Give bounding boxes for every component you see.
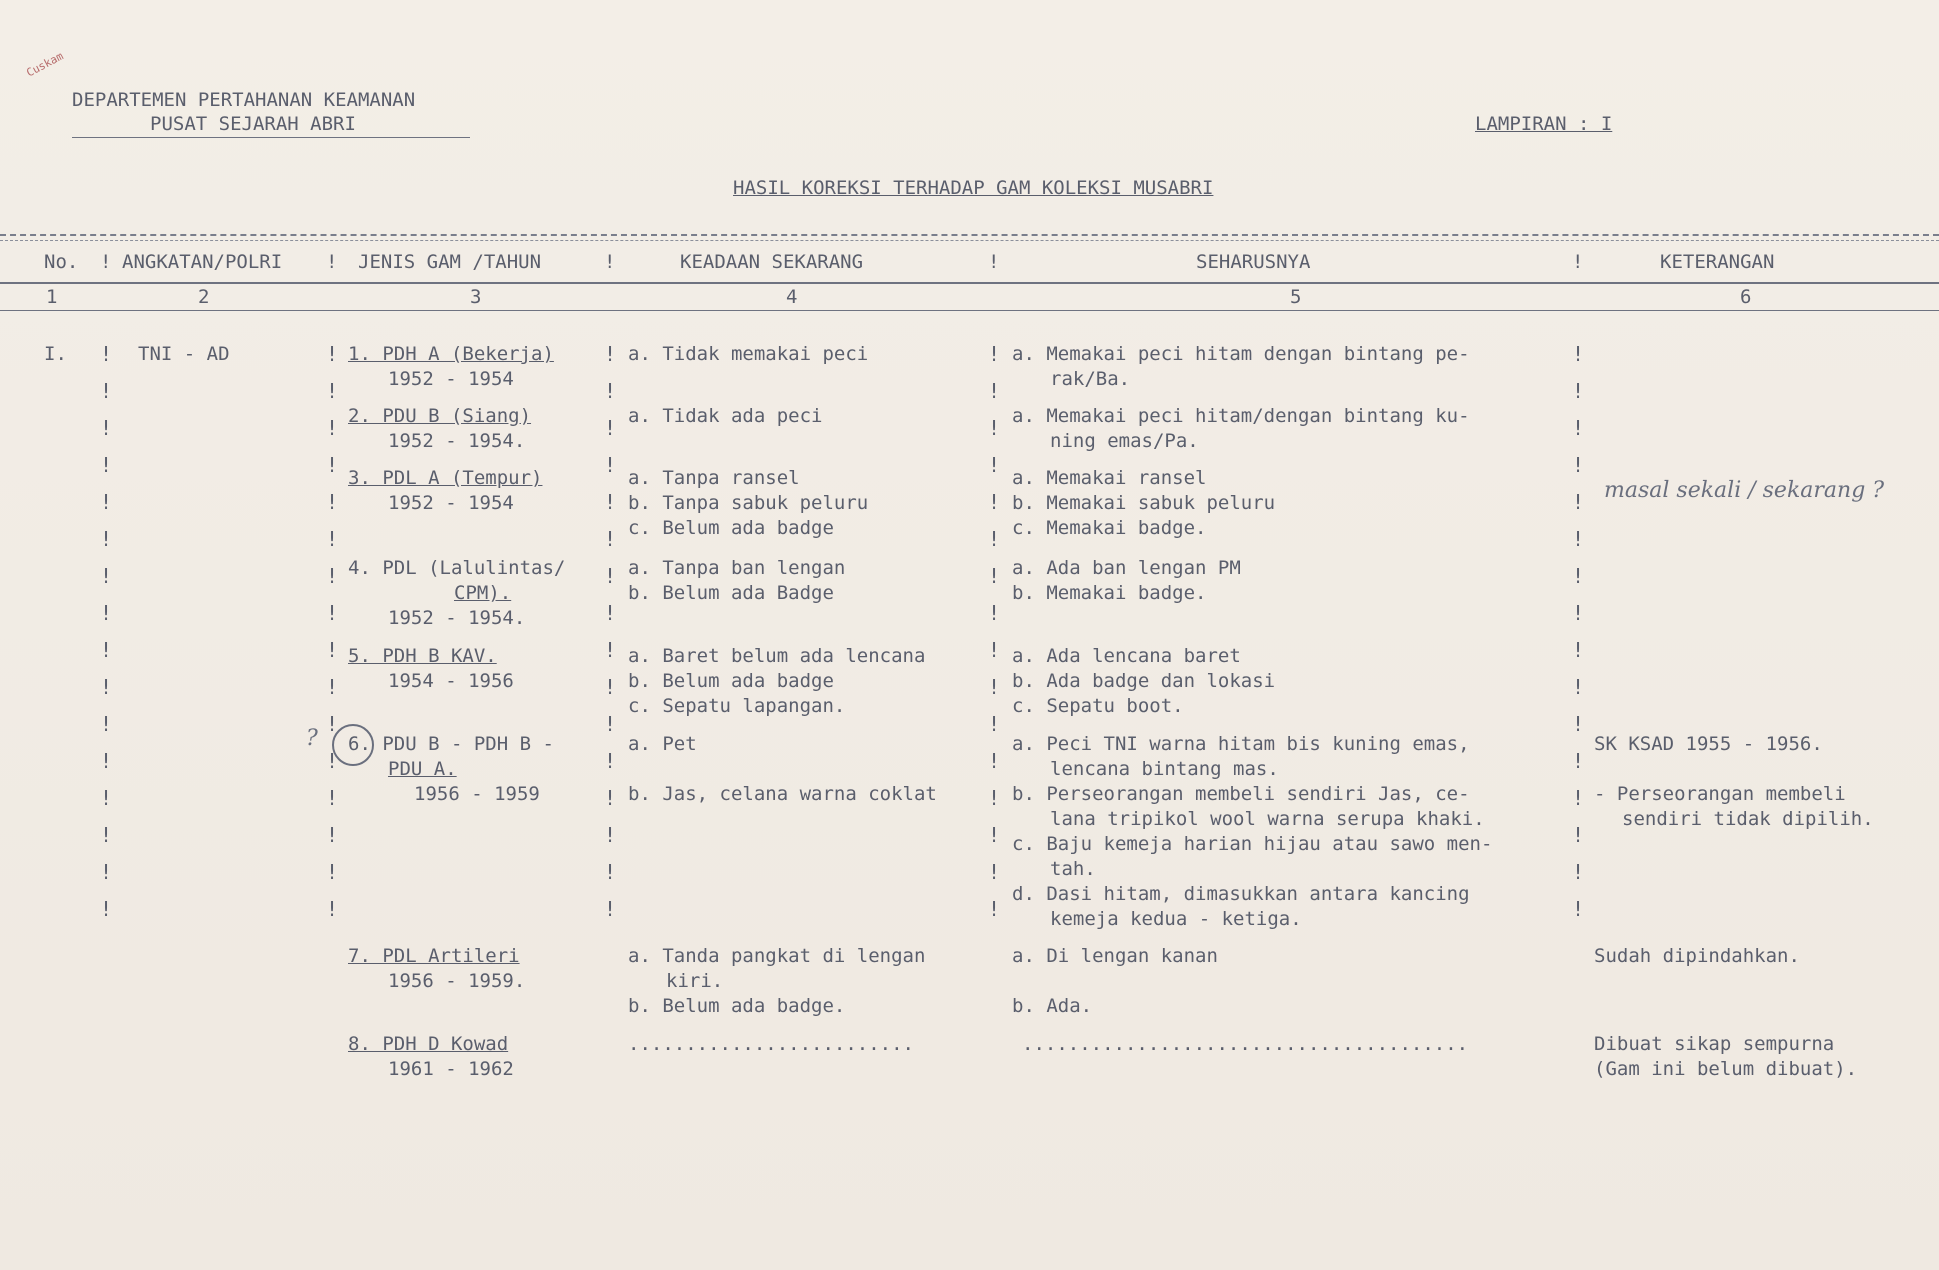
col-number-2: 2 [198,286,210,308]
seharusnya-line: ....................................... [1022,1033,1469,1055]
keadaan-8 [628,1032,914,1057]
seharusnya-line: a. Memakai peci hitam dengan bintang pe- [1012,343,1470,365]
jenis-8 [348,1032,514,1082]
keadaan-line: ......................... [628,1033,914,1055]
jenis-2 [348,404,531,454]
jenis-line: 7. PDL Artileri [348,945,520,967]
header-sep: ! [988,251,1000,273]
jenis-line: 1961 - 1962 [388,1058,514,1080]
jenis-line: PDU A. [388,758,457,780]
jenis-5 [348,644,514,694]
seharusnya-4 [1012,556,1241,606]
jenis-line: CPM). [454,582,512,604]
keadaan-4 [628,556,845,606]
jenis-line: 2. PDU B (Siang) [348,405,532,427]
col-header-keadaan: KEADAAN SEKARANG [680,251,864,273]
keadaan-line [628,757,937,782]
col-number-1: 1 [46,286,58,308]
keadaan-line: c. Belum ada badge [628,517,834,539]
jenis-line: 1956 - 1959 [414,783,540,805]
column-separator: ! ! ! ! ! ! ! ! ! ! ! ! ! ! ! ! [326,342,339,921]
seharusnya-8 [1022,1032,1468,1057]
keadaan-line: kiri. [666,970,724,992]
jenis-6 [348,732,554,807]
seharusnya-3 [1012,466,1275,541]
seharusnya-line: c. Memakai badge. [1012,517,1207,539]
seharusnya-line: a. Peci TNI warna hitam bis kuning emas, [1012,733,1470,755]
seharusnya-line: b. Perseorangan membeli sendiri Jas, ce- [1012,783,1470,805]
row-number: I. [44,343,67,365]
keterangan-8 [1594,1032,1857,1082]
keterangan-line: Sudah dipindahkan. [1594,945,1800,967]
seharusnya-line: b. Memakai badge. [1012,582,1207,604]
seharusnya-6 [1012,732,1492,932]
seharusnya-line: a. Di lengan kanan [1012,945,1218,967]
jenis-4 [348,556,565,631]
seharusnya-5 [1012,644,1275,719]
jenis-line: 3. PDL A (Tempur) [348,467,543,489]
jenis-line: 4. PDL (Lalulintas/ [348,557,566,579]
col-number-4: 4 [786,286,798,308]
seharusnya-line: a. Memakai ransel [1012,467,1207,489]
seharusnya-line: lencana bintang mas. [1050,758,1279,780]
col-number-3: 3 [470,286,482,308]
header-sep: ! [100,251,112,273]
handwritten-note: masal sekali / sekarang ? [1604,478,1885,503]
keadaan-line: a. Pet [628,733,697,755]
seharusnya-line: d. Dasi hitam, dimasukkan antara kancing [1012,883,1470,905]
angkatan-value: TNI - AD [138,343,230,365]
keadaan-6 [628,732,937,807]
seharusnya-line: a. Memakai peci hitam/dengan bintang ku- [1012,405,1470,427]
keterangan-7 [1594,944,1800,969]
seharusnya-2 [1012,404,1470,454]
org-line-1: DEPARTEMEN PERTAHANAN KEAMANAN [72,89,416,111]
keterangan-line: - Perseorangan membeli [1594,783,1846,805]
jenis-line: 1954 - 1956 [388,670,514,692]
jenis-line: 1952 - 1954 [388,492,514,514]
keadaan-3 [628,466,868,541]
handwritten-question-mark: ? [306,726,318,751]
seharusnya-line [1012,969,1218,994]
col-number-5: 5 [1290,286,1302,308]
jenis-line: 6. PDU B - PDH B - [348,733,554,755]
keadaan-1 [628,342,868,367]
keadaan-line: a. Baret belum ada lencana [628,645,926,667]
keadaan-line: b. Belum ada badge [628,670,834,692]
keadaan-line: a. Tanpa ransel [628,467,800,489]
keadaan-line: b. Belum ada Badge [628,582,834,604]
org-underline [72,137,470,138]
col-header-seharusnya: SEHARUSNYA [1196,251,1311,273]
jenis-line: 1. PDH A (Bekerja) [348,343,554,365]
column-separator: ! ! ! ! ! ! ! ! ! ! ! ! ! ! ! ! [988,342,1001,921]
keterangan-line: Dibuat sikap sempurna [1594,1033,1835,1055]
keadaan-line: a. Tanpa ban lengan [628,557,846,579]
col-header-jenis: JENIS GAM /TAHUN [358,251,542,273]
seharusnya-line: b. Ada badge dan lokasi [1012,670,1276,692]
keadaan-line: b. Belum ada badge. [628,995,846,1017]
seharusnya-line: lana tripikol wool warna serupa khaki. [1050,808,1485,830]
jenis-line: 1952 - 1954. [388,607,526,629]
col-number-6: 6 [1740,286,1752,308]
column-separator: ! ! ! ! ! ! ! ! ! ! ! ! ! ! ! ! [1572,342,1585,921]
keadaan-line: c. Sepatu lapangan. [628,695,846,717]
jenis-1 [348,342,554,392]
col-header-no: No. [44,251,79,273]
jenis-7 [348,944,525,994]
keterangan-6 [1594,732,1874,832]
corner-stamp: Cuskam [24,49,66,80]
keterangan-line: sendiri tidak dipilih. [1622,808,1874,830]
column-separator: ! ! ! ! ! ! ! ! ! ! ! ! ! ! ! ! [604,342,617,921]
seharusnya-line: c. Baju kemeja harian hijau atau sawo men- [1012,833,1493,855]
header-sep: ! [1572,251,1584,273]
seharusnya-1 [1012,342,1470,392]
seharusnya-line: kemeja kedua - ketiga. [1050,908,1302,930]
keterangan-line: (Gam ini belum dibuat). [1594,1058,1858,1080]
jenis-3 [348,466,542,516]
seharusnya-7 [1012,944,1218,1019]
document-title: HASIL KOREKSI TERHADAP GAM KOLEKSI MUSABRI [733,177,1214,199]
seharusnya-line: c. Sepatu boot. [1012,695,1184,717]
column-separator: ! ! ! ! ! ! ! ! ! ! ! ! ! ! ! ! [100,342,113,921]
header-rule [0,282,1939,284]
keterangan-line: SK KSAD 1955 - 1956. [1594,733,1823,755]
org-line-2: PUSAT SEJARAH ABRI [150,113,356,135]
keadaan-7 [628,944,925,1019]
table-top-rule-2 [0,240,1939,241]
keadaan-line: b. Jas, celana warna coklat [628,783,937,805]
jenis-line: 5. PDH B KAV. [348,645,497,667]
keadaan-line: a. Tanda pangkat di lengan [628,945,926,967]
seharusnya-line: b. Memakai sabuk peluru [1012,492,1276,514]
header-sep: ! [326,251,338,273]
jenis-line: 1956 - 1959. [388,970,526,992]
table-top-rule [0,234,1939,236]
seharusnya-line: rak/Ba. [1050,368,1131,390]
attachment-label: LAMPIRAN : I [1475,113,1613,135]
keadaan-line: a. Tidak ada peci [628,405,823,427]
seharusnya-line: a. Ada lencana baret [1012,645,1241,667]
jenis-line: 1952 - 1954 [388,368,514,390]
jenis-line: 1952 - 1954. [388,430,526,452]
keadaan-2 [628,404,822,429]
header-sep: ! [604,251,616,273]
seharusnya-line: tah. [1050,858,1096,880]
keterangan-line [1594,757,1874,782]
seharusnya-line: b. Ada. [1012,995,1093,1017]
keadaan-line: a. Tidak memakai peci [628,343,869,365]
seharusnya-line: ning emas/Pa. [1050,430,1199,452]
col-header-angkatan: ANGKATAN/POLRI [122,251,283,273]
col-header-keterangan: KETERANGAN [1660,251,1775,273]
jenis-line: 8. PDH D Kowad [348,1033,509,1055]
column-number-rule [0,310,1939,311]
keadaan-5 [628,644,925,719]
seharusnya-line: a. Ada ban lengan PM [1012,557,1241,579]
keadaan-line: b. Tanpa sabuk peluru [628,492,869,514]
